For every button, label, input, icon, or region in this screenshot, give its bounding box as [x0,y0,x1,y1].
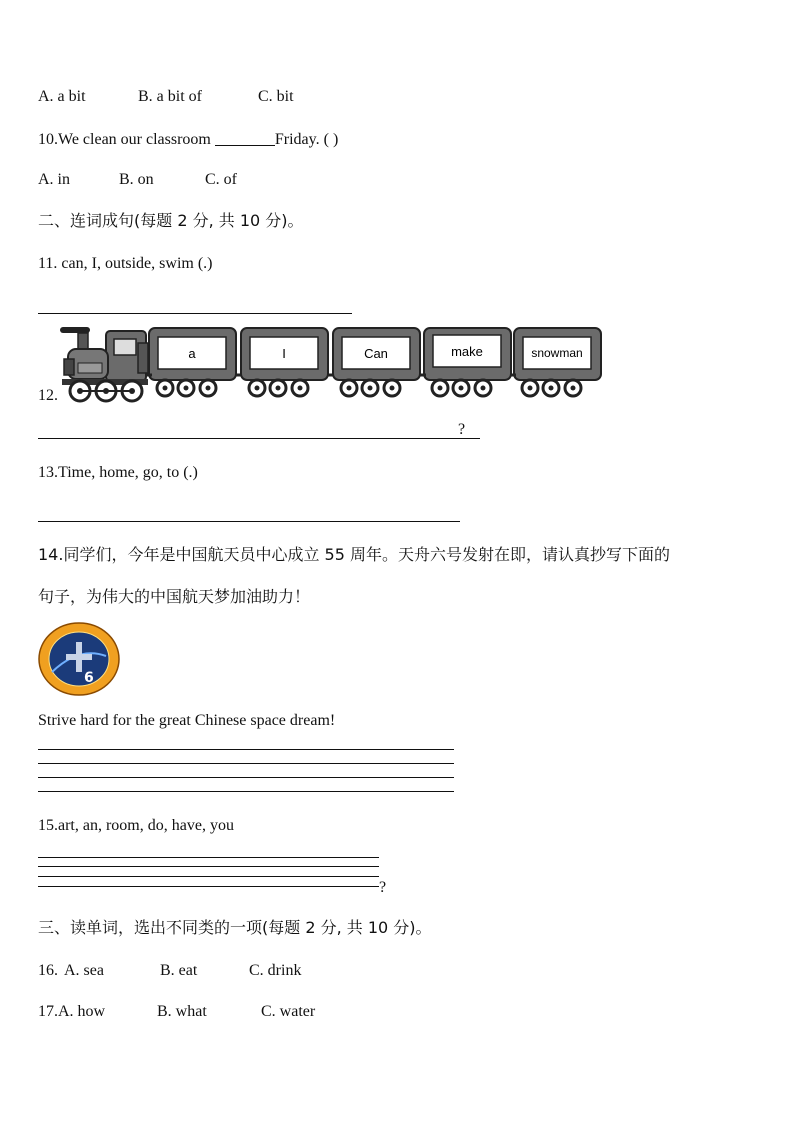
q10-question [38,129,338,150]
q10-option-a: A. in [38,171,70,188]
q15-writing-line-2[interactable] [38,866,379,867]
section3-title: 三、读单词，选出不同类的一项(每题 2 分, 共 10 分)。 [38,918,432,937]
q9-option-a: A. a bit [38,88,86,105]
q15-writing-line-1[interactable] [38,857,379,858]
q10-options [38,170,237,190]
q14-instruction-line2: 句子，为伟大的中国航天梦加油助力！ [38,587,311,606]
q16-option-a: A. sea [64,962,104,979]
train-word-2: I [282,346,286,361]
q14-writing-line-1[interactable] [38,749,454,750]
q14-writing-line-3[interactable] [38,777,454,778]
q16-question [38,961,301,981]
q16-option-b: B. eat [160,962,198,979]
q16-option-c: C. drink [249,962,302,979]
train-word-1: a [188,346,196,361]
q10-option-b: B. on [119,171,154,188]
q9-options [38,87,294,107]
q15-writing-line-3[interactable] [38,876,379,877]
q17-number: 17. [38,1003,58,1020]
train-image [58,325,603,403]
section2-title: 二、连词成句(每题 2 分, 共 10 分)。 [38,211,304,230]
q17-option-a: A. how [58,1003,106,1020]
q11-answer-line[interactable] [38,313,352,314]
q17-option-c: C. water [261,1003,316,1020]
shenzhou-badge-image [38,622,120,696]
badge-number: 6 [84,670,94,686]
wagon-2 [236,328,328,396]
train-word-4: make [451,344,483,359]
q13-answer-line[interactable] [38,521,460,522]
q16-number: 16. [38,962,58,979]
q14-sentence: Strive hard for the great Chinese space dream! [38,712,336,729]
train-word-3: Can [364,346,388,361]
q12-end-mark: ? [458,421,466,438]
wagon-1 [146,328,236,396]
q15-end-mark: ? [379,879,387,896]
q13-question: 13.Time, home, go, to (.) [38,464,198,481]
q14-writing-line-2[interactable] [38,763,454,764]
q17-option-b: B. what [157,1003,207,1020]
q17-question [38,1002,315,1022]
q11-question: 11. can, I, outside, swim (.) [38,255,213,272]
q14-instruction-line1: 14.同学们，今年是中国航天员中心成立 55 周年。天舟六号发射在即，请认真抄写下面的 [38,545,670,564]
train-word-5: snowman [531,346,583,360]
q10-text-after: Friday. ( ) [274,131,339,148]
wagon-5 [511,328,601,396]
q10-option-c: C. of [205,171,237,188]
locomotive [60,327,148,401]
q9-option-b: B. a bit of [138,88,202,105]
wagon-4 [420,328,511,396]
q15-question: 15.art, an, room, do, have, you [38,817,234,834]
wagon-3 [328,328,420,396]
q10-blank[interactable] [215,129,275,146]
q12-number: 12. [38,387,58,404]
q14-writing-line-4[interactable] [38,791,454,792]
q9-option-c: C. bit [258,88,294,105]
q12-answer-line[interactable] [38,438,480,439]
q15-writing-line-4[interactable] [38,886,379,887]
q10-text-before: 10.We clean our classroom [38,131,215,148]
